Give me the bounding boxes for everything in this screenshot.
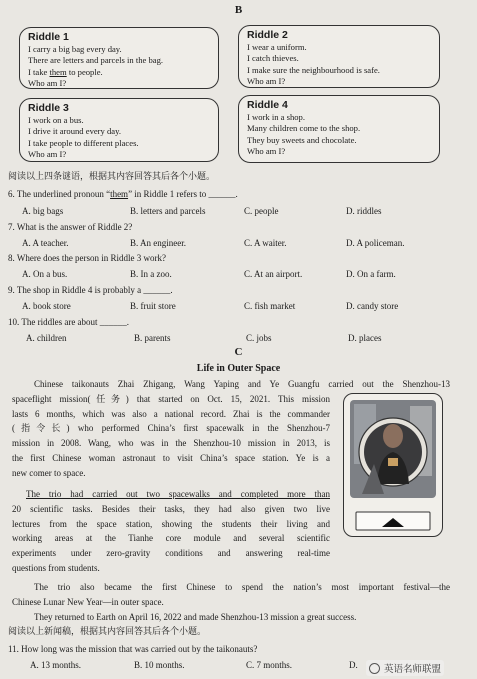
riddle-4-line-2: Many children come to the shop. bbox=[247, 123, 361, 134]
riddle-1-box bbox=[19, 27, 219, 89]
paragraph-1-line: mission in 2008. Wang, who was in the Shenzhou-10 mission in 2013, is bbox=[12, 438, 330, 449]
paragraph-1-line: lasts 6 months, which was also a national record. Zhai is the commander bbox=[12, 408, 330, 419]
paragraph-4-line: They returned to Earth on April 16, 2022 and made Shenzhou-13 mission a great success. bbox=[34, 612, 357, 622]
passage-paragraph-2 bbox=[12, 487, 330, 576]
paragraph-2-line: The trio had carried out two spacewalks and completed more than bbox=[26, 489, 330, 499]
question-8: 8. Where does the person in Riddle 3 work? bbox=[8, 253, 167, 263]
wechat-logo-icon bbox=[369, 663, 380, 674]
riddle-4-box bbox=[238, 95, 440, 163]
riddle-3-line-4: Who am I? bbox=[28, 148, 67, 159]
q10-option-b: B. parents bbox=[134, 333, 171, 343]
q7-option-c: C. A waiter. bbox=[244, 238, 287, 248]
q8-option-b: B. In a zoo. bbox=[130, 269, 172, 279]
riddle-3-title: Riddle 3 bbox=[28, 102, 69, 114]
q9-option-c: C. fish market bbox=[244, 301, 296, 311]
riddle-2-line-3: I make sure the neighbourhood is safe. bbox=[247, 64, 380, 75]
riddle-2-line-4: Who am I? bbox=[247, 75, 286, 86]
q6-option-c: C. people bbox=[244, 206, 279, 216]
riddle-4-line-3: They buy sweets and chocolate. bbox=[247, 134, 357, 145]
riddle-3-box bbox=[19, 98, 219, 162]
question-7: 7. What is the answer of Riddle 2? bbox=[8, 222, 133, 232]
question-9: 9. The shop in Riddle 4 is probably a ______. bbox=[8, 285, 173, 295]
q6-option-b: B. letters and parcels bbox=[130, 206, 206, 216]
paragraph-1-line: spaceflight mission(任务) that started on Oct. 15, 2021. This mission bbox=[12, 393, 330, 404]
riddle-2-line-1: I wear a uniform. bbox=[247, 42, 307, 52]
instruction-b: 阅读以上四条谜语，根据其内容回答其后各个小题。 bbox=[8, 172, 216, 182]
passage-paragraph-3 bbox=[12, 580, 450, 610]
paragraph-3-line: Chinese Lunar New Year—in outer space. bbox=[12, 596, 164, 607]
passage-paragraph-1-cont bbox=[12, 392, 330, 481]
paragraph-2-line: working areas at the Tianhe core module and several scientific bbox=[12, 533, 330, 544]
q11-option-b: B. 10 months. bbox=[134, 660, 185, 670]
passage-paragraph-4 bbox=[12, 610, 450, 625]
q6-option-d: D. riddles bbox=[346, 206, 382, 216]
passage-title: Life in Outer Space bbox=[196, 363, 281, 374]
q11-option-a: A. 13 months. bbox=[30, 660, 82, 670]
riddle-2-line-2: I catch thieves. bbox=[247, 53, 299, 64]
riddle-1-line-1: I carry a big bag every day. bbox=[28, 44, 122, 54]
underlined-them: them bbox=[49, 66, 67, 77]
watermark-badge bbox=[366, 660, 444, 676]
q10-option-d: D. places bbox=[348, 333, 382, 343]
riddle-1-line-2: There are letters and parcels in the bag. bbox=[28, 55, 164, 66]
paragraph-1-line: (指令长) who performed China’s first spacewalk in the Shenzhou-7 bbox=[12, 423, 330, 434]
riddle-4-line-4: Who am I? bbox=[247, 145, 286, 156]
riddle-1-line-4: Who am I? bbox=[28, 77, 67, 88]
q6-option-a: A. big bags bbox=[22, 206, 64, 216]
paragraph-1-line: new comer to space. bbox=[12, 467, 86, 478]
paragraph-1-line: the first Chinese woman astronaut to visit China’s space station. Ye is a bbox=[12, 452, 330, 463]
paragraph-2-line: 20 scientific tasks. Besides their tasks, they had also given two live bbox=[12, 503, 330, 514]
riddle-2-box bbox=[238, 25, 440, 88]
q7-option-d: D. A policeman. bbox=[346, 238, 405, 248]
watermark-text: 英语名师联盟 bbox=[384, 664, 442, 675]
passage-paragraph-1 bbox=[12, 377, 450, 392]
q8-option-c: C. At an airport. bbox=[244, 269, 303, 279]
q7-option-a: A. A teacher. bbox=[22, 238, 69, 248]
q9-option-b: B. fruit store bbox=[130, 301, 176, 311]
taikonaut-photo-frame bbox=[343, 393, 443, 537]
riddle-1-line-3: I take them to people. bbox=[28, 66, 103, 77]
riddle-2-title: Riddle 2 bbox=[247, 29, 288, 41]
question-10: 10. The riddles are about ______. bbox=[8, 317, 130, 327]
instruction-c: 阅读以上新闻稿，根据其内容回答其后各个小题。 bbox=[8, 627, 207, 637]
paragraph-2-line: experiments under zero-gravity conditions and answering real-time bbox=[12, 548, 330, 559]
paragraph-3-line: The trio also became the first Chinese to spend the nation’s most important festival—the bbox=[34, 582, 450, 592]
riddle-3-line-3: I take people to different places. bbox=[28, 137, 139, 148]
q9-option-a: A. book store bbox=[22, 301, 71, 311]
section-b-label: B bbox=[234, 4, 243, 16]
section-c-label: C bbox=[234, 346, 243, 358]
q10-option-a: A. children bbox=[26, 333, 67, 343]
q7-option-b: B. An engineer. bbox=[130, 238, 186, 248]
paragraph-2-line: lectures from the space station, showing the students their living and bbox=[12, 518, 330, 529]
riddle-3-line-1: I work on a bus. bbox=[28, 115, 84, 125]
paragraph-2-line: questions from students. bbox=[12, 562, 100, 573]
question-6: 6. The underlined pronoun “them” in Riddle 1 refers to ______. bbox=[8, 189, 238, 199]
q9-option-d: D. candy store bbox=[346, 301, 399, 311]
question-11: 11. How long was the mission that was carried out by the taikonauts? bbox=[8, 644, 258, 654]
q8-option-a: A. On a bus. bbox=[22, 269, 68, 279]
taikonaut-photo-illustration bbox=[344, 394, 442, 536]
q11-option-c: C. 7 months. bbox=[246, 660, 293, 670]
riddle-1-title: Riddle 1 bbox=[28, 31, 69, 43]
q10-option-c: C. jobs bbox=[246, 333, 272, 343]
riddle-4-title: Riddle 4 bbox=[247, 99, 288, 111]
riddle-3-line-2: I drive it around every day. bbox=[28, 126, 121, 137]
q8-option-d: D. On a farm. bbox=[346, 269, 396, 279]
riddle-4-line-1: I work in a shop. bbox=[247, 112, 305, 122]
paragraph-1-line: Chinese taikonauts Zhai Zhigang, Wang Yaping and Ye Guangfu carried out the Shenzhou-13 bbox=[34, 379, 450, 389]
q11-option-d: D. bbox=[349, 660, 358, 670]
